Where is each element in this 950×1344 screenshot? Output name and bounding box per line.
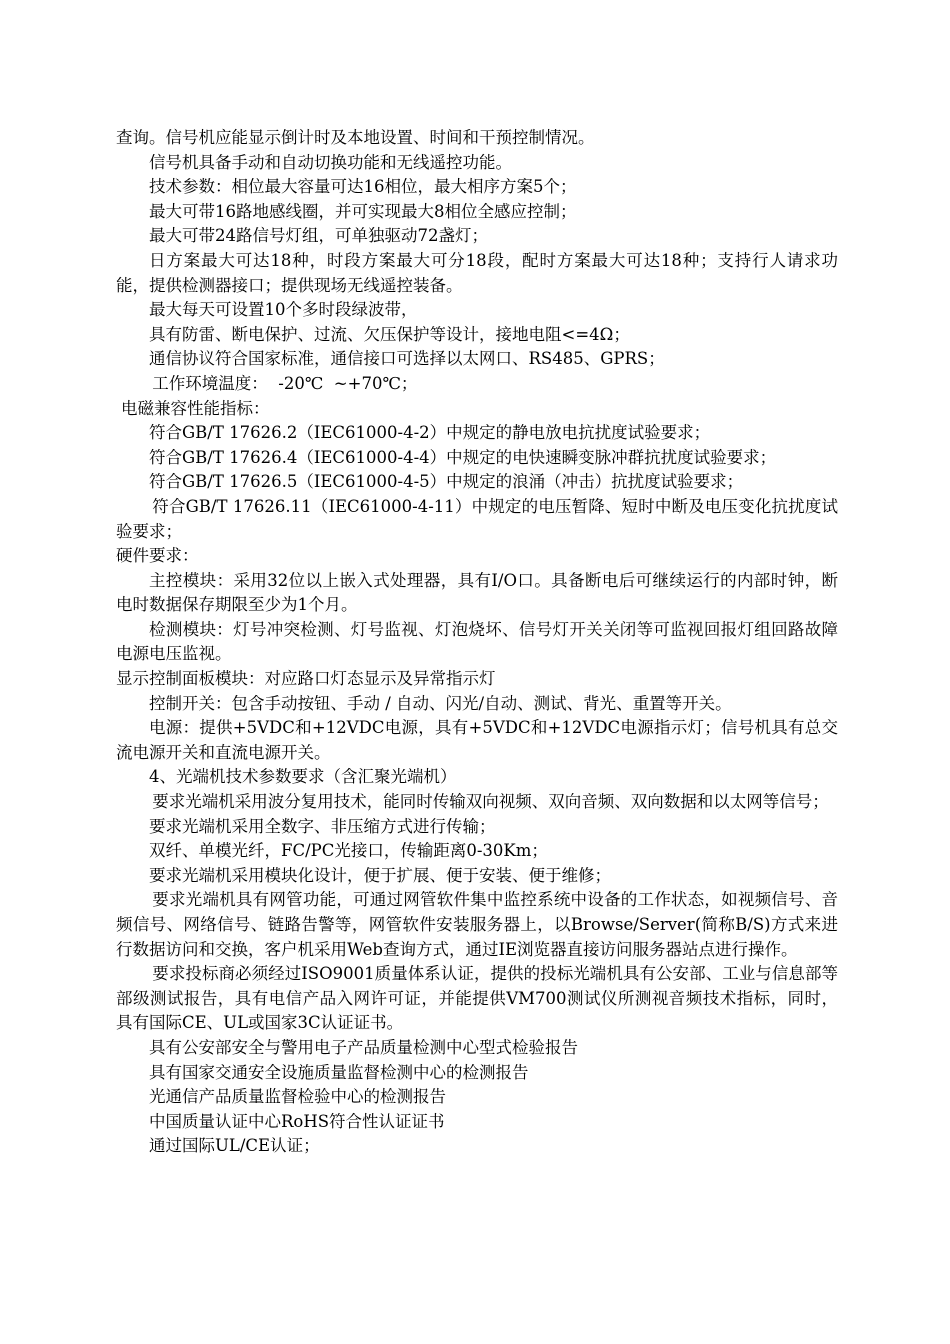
paragraph: 工作环境温度： -20℃ ~+70℃； [152, 373, 418, 393]
document-body [116, 126, 849, 1159]
paragraph: 显示控制面板模块：对应路口灯态显示及异常指示灯 [116, 669, 496, 689]
paragraph: 符合GB/T 17626.2（IEC61000-4-2）中规定的静电放电抗扰度试验要求； [149, 423, 711, 443]
paragraph: 要求光端机具有网管功能，可通过网管软件集中监控系统中设备的工作状态，如视频信号、音频信号、网络信号、链路告警等，网管软件安装服务器上，以Browse/Server(简称B/S)方式来进行数据访问和交换，客户机采用Web查询方式，通过IE浏览器直接访问服务器站点进行操作。 [116, 890, 838, 959]
paragraph: 具有国家交通安全设施质量监督检测中心的检测报告 [149, 1062, 529, 1082]
paragraph: 通过国际UL/CE认证； [149, 1136, 320, 1156]
section-heading: 硬件要求： [116, 546, 199, 566]
paragraph: 符合GB/T 17626.4（IEC61000-4-4）中规定的电快速瞬变脉冲群抗扰度试验要求； [149, 447, 777, 467]
paragraph: 最大可带24路信号灯组，可单独驱动72盏灯； [149, 226, 488, 246]
paragraph: 具有防雷、断电保护、过流、欠压保护等设计，接地电阻<=4Ω； [149, 324, 630, 344]
paragraph: 最大每天可设置10个多时段绿波带， [149, 300, 418, 320]
paragraph: 通信协议符合国家标准，通信接口可选择以太网口、RS485、GPRS； [149, 349, 665, 369]
paragraph: 电源：提供+5VDC和+12VDC电源，具有+5VDC和+12VDC电源指示灯；信号机具有总交流电源开关和直流电源开关。 [116, 718, 838, 762]
paragraph: 信号机具备手动和自动切换功能和无线遥控功能。 [149, 152, 512, 172]
paragraph: 具有公安部安全与警用电子产品质量检测中心型式检验报告 [149, 1037, 578, 1057]
paragraph: 查询。信号机应能显示倒计时及本地设置、时间和干预控制情况。 [116, 128, 595, 147]
paragraph: 要求光端机采用波分复用技术，能同时传输双向视频、双向音频、双向数据和以太网等信号； [152, 792, 829, 812]
paragraph: 检测模块：灯号冲突检测、灯号监视、灯泡烧坏、信号灯开关关闭等可监视回报灯组回路故障电源电压监视。 [116, 619, 838, 664]
paragraph: 要求投标商必须经过ISO9001质量体系认证，提供的投标光端机具有公安部、工业与信息部等部级测试报告，具有电信产品入网许可证，并能提供VM700测试仪所测视音频技术指标，同时， 具有国际CE、UL或国家3C认证证书。 [116, 964, 849, 1033]
paragraph: 符合GB/T 17626.11（IEC61000-4-11）中规定的电压暂降、短时中断及电压变化抗扰度试验要求； [116, 496, 838, 541]
paragraph: 技术参数：相位最大容量可达16相位，最大相序方案5个； [149, 177, 577, 197]
section-heading: 4、光端机技术参数要求（含汇聚光端机） [149, 767, 457, 787]
section-heading: 电磁兼容性能指标： [120, 398, 270, 418]
paragraph: 双纤、单模光纤，FC/PC光接口，传输距离0-30Km； [149, 841, 548, 861]
paragraph: 中国质量认证中心RoHS符合性认证证书 [149, 1111, 445, 1131]
paragraph: 光通信产品质量监督检验中心的检测报告 [149, 1087, 446, 1107]
paragraph: 控制开关：包含手动按钮、手动 / 自动、闪光/自动、测试、背光、重置等开关。 [149, 693, 732, 713]
paragraph: 主控模块：采用32位以上嵌入式处理器，具有I/O口。具备断电后可继续运行的内部时钟，断电时数据保存期限至少为1个月。 [116, 570, 838, 615]
paragraph: 要求光端机采用全数字、非压缩方式进行传输； [149, 816, 496, 836]
paragraph: 日方案最大可达18种，时段方案最大可分18段，配时方案最大可达18种；支持行人请求功能，提供检测器接口；提供现场无线遥控装备。 [116, 250, 838, 295]
paragraph: 最大可带16路地感线圈，并可实现最大8相位全感应控制； [149, 201, 577, 221]
paragraph: 要求光端机采用模块化设计，便于扩展、便于安装、便于维修； [149, 865, 611, 885]
paragraph: 符合GB/T 17626.5（IEC61000-4-5）中规定的浪涌（冲击）抗扰度试验要求； [149, 472, 744, 492]
